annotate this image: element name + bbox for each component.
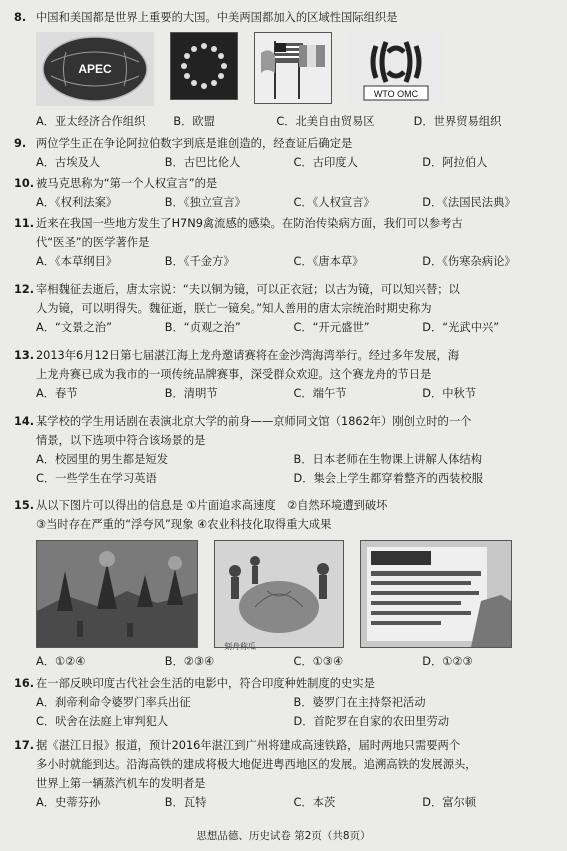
question-15-options bbox=[14, 652, 551, 671]
question-stem: 被马克思称为“第一个人权宣言”的是 bbox=[36, 177, 218, 190]
question-15 bbox=[14, 496, 551, 534]
wto-logo-image bbox=[348, 32, 444, 104]
option-b: B．《独立宣言》 bbox=[164, 196, 246, 209]
question-stem-line3: 世界上第一辆蒸汽机车的发明者是 bbox=[36, 777, 206, 790]
nafta-flags-image bbox=[254, 32, 332, 104]
question-number: 15. bbox=[14, 499, 35, 512]
question-16 bbox=[14, 674, 551, 731]
newspaper-photo bbox=[360, 540, 512, 648]
eu-flag-image bbox=[170, 32, 238, 100]
question-8-options bbox=[14, 112, 551, 131]
option-b: B．“贞观之治” bbox=[164, 321, 241, 334]
question-stem: 中国和美国都是世界上重要的大国。中美两国都加入的区域性国际组织是 bbox=[36, 11, 398, 24]
question-number: 13. bbox=[14, 349, 35, 362]
question-stem-line1: 某学校的学生用话剧在表演北京大学的前身——京师同文馆（1862年）刚创立时的一个 bbox=[36, 415, 472, 428]
question-stem: 在一部反映印度古代社会生活的电影中，符合印度种姓制度的史实是 bbox=[36, 677, 375, 690]
option-c: C．古印度人 bbox=[293, 156, 358, 169]
question-14 bbox=[14, 412, 551, 488]
option-d: D．阿拉伯人 bbox=[422, 156, 488, 169]
question-11 bbox=[14, 214, 551, 271]
question-stem-line2: ③当时存在严重的“浮夸风”现象 ④农业科技化取得重大成果 bbox=[36, 518, 332, 531]
option-b: B．《千金方》 bbox=[164, 255, 235, 268]
question-number: 17. bbox=[14, 739, 35, 752]
option-a: A．①②④ bbox=[36, 655, 86, 668]
wto-logo-text: WTO OMC bbox=[373, 89, 419, 99]
option-c: C．一些学生在学习英语 bbox=[36, 472, 157, 485]
q8-logo-row bbox=[36, 32, 460, 106]
question-number: 11. bbox=[14, 217, 35, 230]
page-footer: 思想品德、历史试卷 第2页（共8页） bbox=[196, 830, 371, 842]
question-number: 14. bbox=[14, 415, 35, 428]
option-d: D．集会上学生都穿着整齐的西装校服 bbox=[293, 472, 483, 485]
option-a: A．史蒂芬孙 bbox=[36, 796, 101, 809]
question-stem-line2: 上龙舟赛已成为我市的一项传统品牌赛事，深受群众欢迎。这个赛龙舟的节日是 bbox=[36, 368, 432, 381]
question-stem-line1: 据《湛江日报》报道，预计2016年湛江到广州将建成高速铁路，届时两地只需要两个 bbox=[36, 739, 461, 752]
question-stem-line2: 多小时就能到达。沿海高铁的建成将极大地促进粤西地区的发展。追溯高铁的发展源头， bbox=[36, 758, 477, 771]
option-a: A．《权利法案》 bbox=[36, 196, 118, 209]
question-number: 9. bbox=[14, 137, 27, 150]
question-9 bbox=[14, 134, 551, 172]
question-stem-line2: 情景，以下选项中符合该场景的是 bbox=[36, 434, 206, 447]
question-number: 10. bbox=[14, 177, 35, 190]
option-c: C．《人权宣言》 bbox=[293, 196, 375, 209]
question-12 bbox=[14, 280, 551, 337]
option-c: C．端午节 bbox=[293, 387, 347, 400]
option-b: B．瓦特 bbox=[164, 796, 207, 809]
option-b: B．欧盟 bbox=[173, 115, 215, 128]
option-b: B．清明节 bbox=[164, 387, 218, 400]
question-8 bbox=[14, 8, 551, 27]
option-c: C．本茨 bbox=[293, 796, 336, 809]
question-stem-line1: 近来在我国一些地方发生了H7N9禽流感的感染。在防治传染病方面，我们可以参考古 bbox=[36, 217, 463, 230]
option-d: D．世界贸易组织 bbox=[413, 115, 502, 128]
question-stem-line1: 从以下图片可以得出的信息是 ①片面追求高速度 ②自然环境遭到破坏 bbox=[36, 499, 388, 512]
question-number: 8. bbox=[14, 11, 27, 24]
apec-logo-text: APEC bbox=[78, 62, 112, 76]
option-c: C．“开元盛世” bbox=[293, 321, 370, 334]
cartoon-pumpkin-image bbox=[214, 540, 344, 648]
option-d: D．①②③ bbox=[422, 655, 473, 668]
question-stem-line2: 人为镜，可以明得失。魏征逝，朕亡一镜矣。”知人善用的唐太宗统治时期史称为 bbox=[36, 302, 432, 315]
question-stem-line1: 2013年6月12日第七届湛江海上龙舟邀请赛将在金沙湾海湾举行。经过多年发展，海 bbox=[36, 349, 460, 362]
option-a: A．古埃及人 bbox=[36, 156, 101, 169]
option-a: A．校园里的男生都是短发 bbox=[36, 453, 168, 466]
question-number: 16. bbox=[14, 677, 35, 690]
option-c: C．《唐本草》 bbox=[293, 255, 364, 268]
option-a: A．亚太经济合作组织 bbox=[36, 115, 146, 128]
option-d: D．富尔顿 bbox=[422, 796, 477, 809]
option-a: A．刹帝利命令婆罗门率兵出征 bbox=[36, 696, 191, 709]
option-d: D．《伤寒杂病论》 bbox=[422, 255, 516, 268]
question-stem: 两位学生正在争论阿拉伯数字到底是谁创造的，经查证后确定是 bbox=[36, 137, 353, 150]
option-d: D．首陀罗在自家的农田里劳动 bbox=[293, 715, 450, 728]
question-number: 12. bbox=[14, 283, 35, 296]
option-c: C．北美自由贸易区 bbox=[276, 115, 375, 128]
question-stem-line2: 代“医圣”的医学著作是 bbox=[36, 236, 150, 249]
option-d: D．中秋节 bbox=[422, 387, 477, 400]
question-17 bbox=[14, 736, 551, 812]
option-a: A．《本草纲目》 bbox=[36, 255, 118, 268]
apec-logo-image bbox=[36, 32, 154, 106]
option-c: C．吠舍在法庭上审判犯人 bbox=[36, 715, 169, 728]
option-a: A．春节 bbox=[36, 387, 78, 400]
option-d: D．《法国民法典》 bbox=[422, 196, 516, 209]
option-d: D．“光武中兴” bbox=[422, 321, 500, 334]
option-c: C．①③④ bbox=[293, 655, 344, 668]
option-b: B．日本老师在生物课上讲解人体结构 bbox=[293, 453, 483, 466]
question-stem-line1: 宰相魏征去逝后，唐太宗说：“夫以铜为镜，可以正衣冠；以古为镜，可以知兴替；以 bbox=[36, 283, 460, 296]
furnace-photo bbox=[36, 540, 198, 648]
option-b: B．②③④ bbox=[164, 655, 215, 668]
option-a: A．“文景之治” bbox=[36, 321, 112, 334]
question-13 bbox=[14, 346, 551, 403]
option-b: B．婆罗门在主持祭祀活动 bbox=[293, 696, 426, 709]
question-10 bbox=[14, 174, 551, 212]
q15-photo-row bbox=[36, 540, 528, 648]
option-b: B．古巴比伦人 bbox=[164, 156, 241, 169]
cartoon-caption: 刻舟称瓜 bbox=[224, 642, 256, 651]
